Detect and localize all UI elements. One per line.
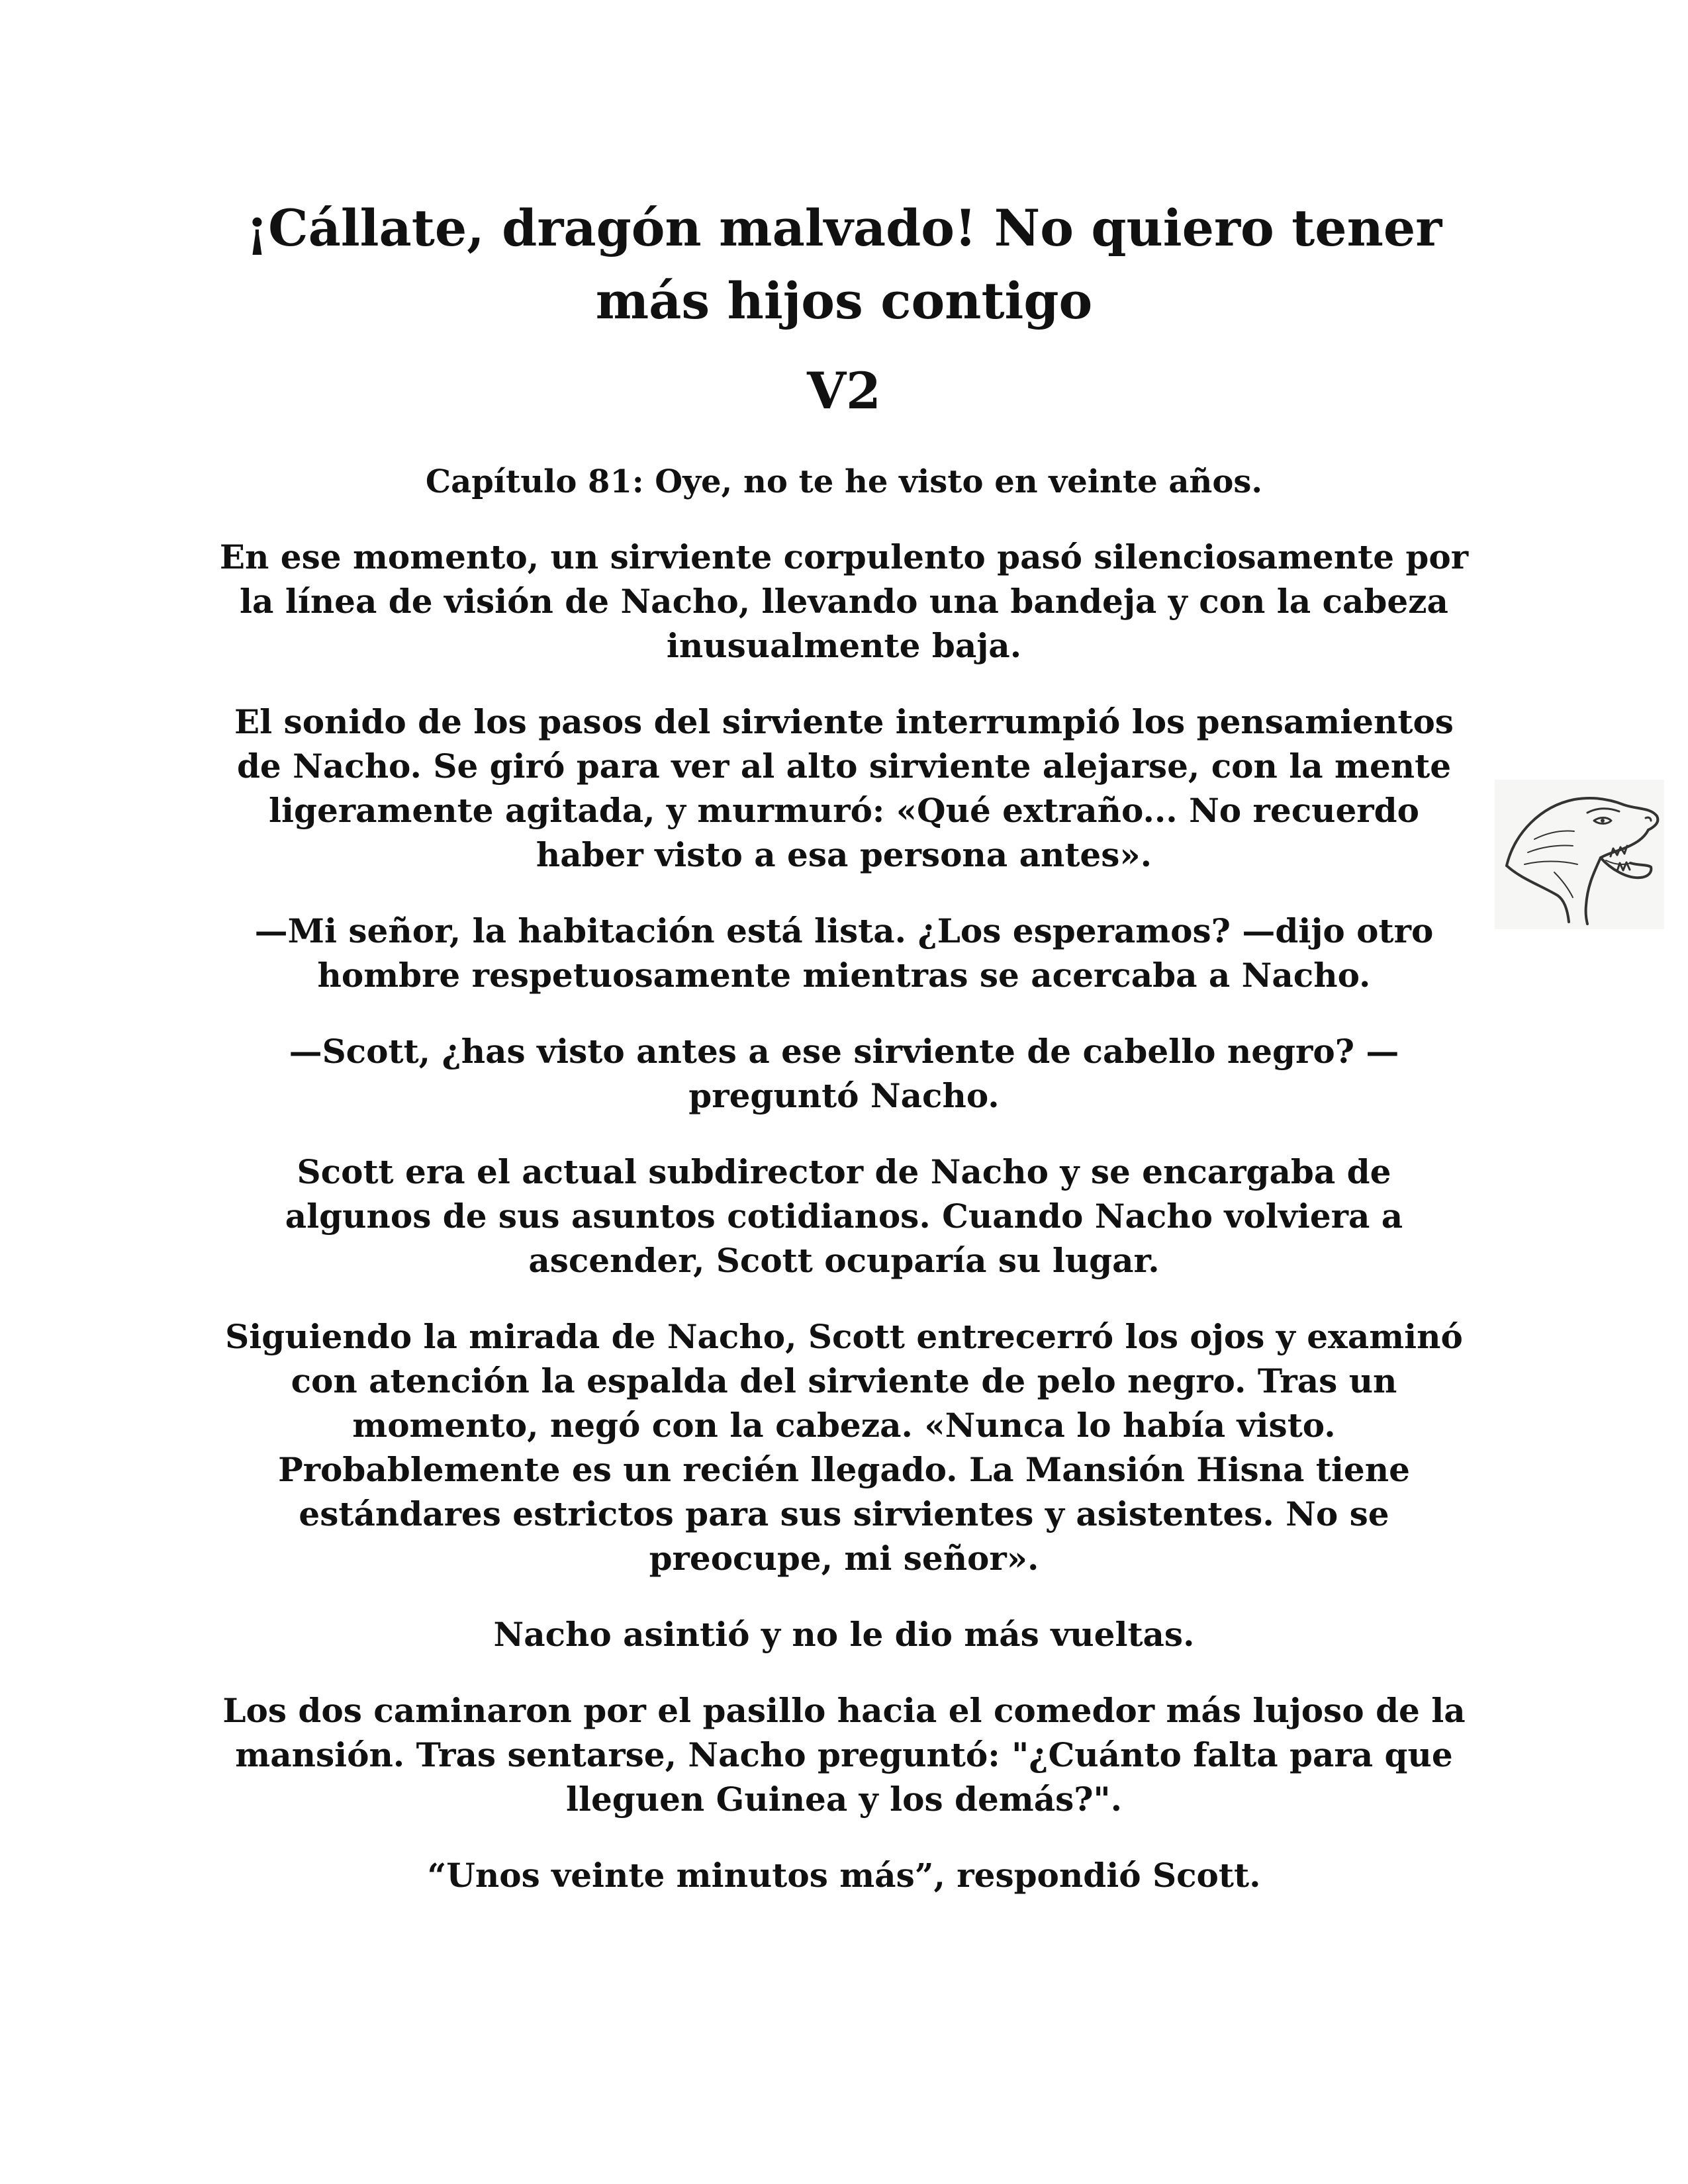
paragraph-8: Los dos caminaron por el pasillo hacia el comedor más lujoso de la mansión. Tras sentarse, Nacho preguntó: "¿Cuánto falta para que lleguen Guinea y los demás?". (222, 1691, 1466, 1819)
paragraph-2: El sonido de los pasos del sirviente interrumpió los pensamientos de Nacho. Se giró para ver al alto sirviente alejarse, con la mente ligeramente agitada, y murmuró: «Qué extraño... No recuerdo haber visto a esa persona antes». (234, 702, 1454, 874)
paragraph-6: Siguiendo la mirada de Nacho, Scott entrecerró los ojos y examinó con atención la espalda del sirviente de pelo negro. Tras un momento, negó con la cabeza. «Nunca lo había visto. Probablemente es un recién llegado. La Mansión Hisna tiene estándares estrictos para sus sirvientes y asistentes. No se preocupe, mi señor». (225, 1317, 1463, 1578)
chapter-heading: Capítulo 81: Oye, no te he visto en veinte años. (425, 463, 1263, 500)
dinosaur-head-sketch-icon (1495, 780, 1664, 929)
paragraph-1: En ese momento, un sirviente corpulento pasó silenciosamente por la línea de visión de Nacho, llevando una bandeja y con la cabeza inusualmente baja. (219, 537, 1469, 665)
paragraph-9: “Unos veinte minutos más”, respondió Scott. (427, 1856, 1261, 1895)
paragraph-7: Nacho asintió y no le dio más vueltas. (493, 1615, 1195, 1654)
volume-label: V2 (807, 361, 881, 420)
document-page (218, 192, 1470, 1897)
paragraph-3: —Mi señor, la habitación está lista. ¿Los esperamos? —dijo otro hombre respetuosamente mientras se acercaba a Nacho. (254, 911, 1434, 995)
document-title: ¡Cállate, dragón malvado! No quiero tener más hijos contigo (246, 199, 1442, 330)
paragraph-4: —Scott, ¿has visto antes a ese sirviente de cabello negro? —preguntó Nacho. (289, 1032, 1399, 1115)
paragraph-5: Scott era el actual subdirector de Nacho y se encargaba de algunos de sus asuntos cotidianos. Cuando Nacho volviera a ascender, Scott ocuparía su lugar. (285, 1152, 1403, 1280)
